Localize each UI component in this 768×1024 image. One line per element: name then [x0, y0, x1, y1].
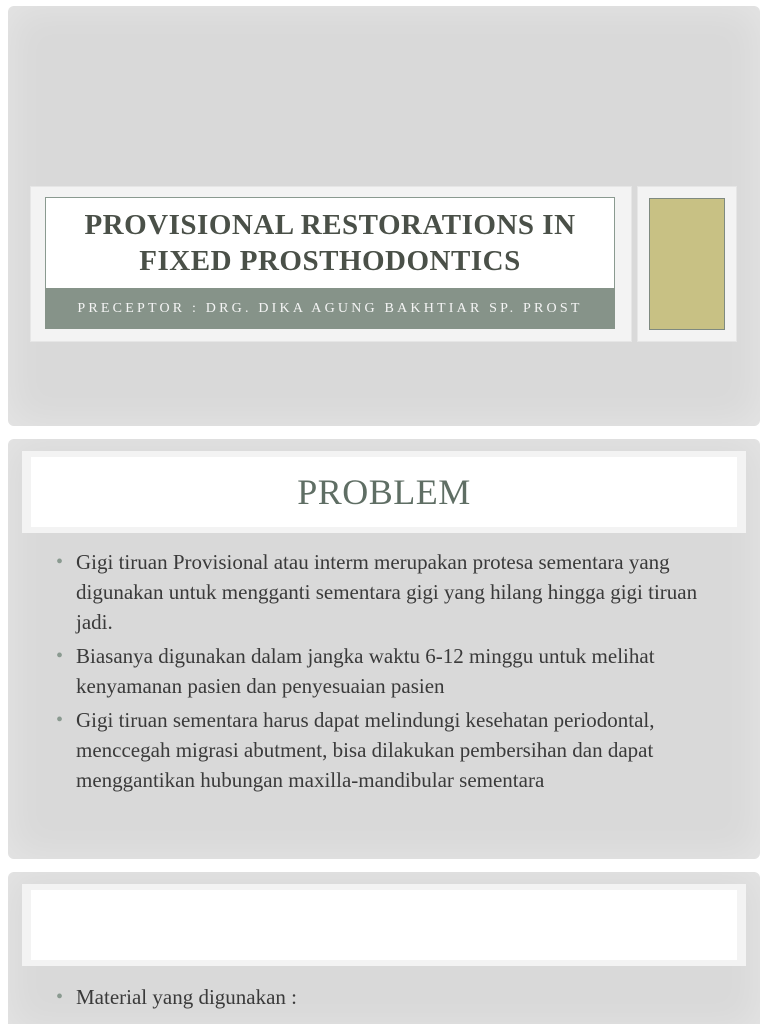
- bullet-text: Gigi tiruan Provisional atau interm merupakan protesa sementara yang digunakan untuk mengganti sementara gigi yang hilang hingga gigi tiruan jadi.: [76, 550, 698, 634]
- title-box: [45, 197, 615, 288]
- bullet-icon: •: [56, 986, 64, 1008]
- bullet-icon: •: [56, 551, 64, 573]
- heading-frame: [22, 884, 746, 966]
- accent-frame: [637, 186, 737, 342]
- bullet-item: [54, 641, 724, 701]
- bullet-item: [54, 547, 724, 637]
- problem-slide: [8, 439, 760, 859]
- title-frame: [30, 186, 632, 342]
- bullet-item: [54, 705, 724, 795]
- bullet-text: Material yang digunakan :: [76, 985, 298, 1009]
- heading-box: [31, 890, 737, 960]
- bullet-icon: •: [56, 709, 64, 731]
- heading-frame: [22, 451, 746, 533]
- heading-box: [31, 457, 737, 527]
- material-slide: [8, 872, 760, 1024]
- bullet-item: [54, 982, 724, 1012]
- accent-box: [649, 198, 725, 330]
- subtitle-text: PRECEPTOR : DRG. DIKA AGUNG BAKHTIAR SP. PROST: [77, 300, 583, 316]
- title-line-2: FIXED PROSTHODONTICS: [139, 245, 521, 277]
- subtitle-bar: [45, 288, 615, 329]
- bullet-icon: •: [56, 645, 64, 667]
- title-slide: [8, 6, 760, 426]
- bullet-text: Biasanya digunakan dalam jangka waktu 6-12 minggu untuk melihat kenyamanan pasien dan penyesuaian pasien: [76, 644, 655, 698]
- bullet-list: [54, 547, 724, 799]
- slide-heading: PROBLEM: [297, 472, 471, 512]
- bullet-text: Gigi tiruan sementara harus dapat melindungi kesehatan periodontal, menccegah migrasi abutment, bisa dilakukan pembersihan dan dapat menggantikan hubungan maxilla-mandibular sementara: [76, 708, 655, 792]
- title-line-1: PROVISIONAL RESTORATIONS IN: [84, 209, 576, 241]
- bullet-list: [54, 982, 724, 1016]
